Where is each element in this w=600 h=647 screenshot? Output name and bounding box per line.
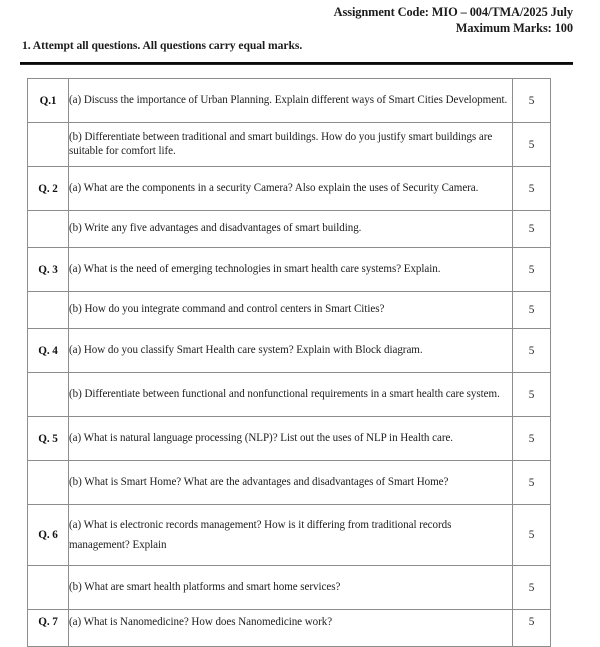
- question-text: (b) Differentiate between traditional and smart buildings. How do you justify smart buildings are suitable for comfort life.: [69, 123, 513, 167]
- question-text: (a) What are the components in a security Camera? Also explain the uses of Security Camera.: [69, 167, 513, 211]
- question-text: (b) What are smart health platforms and smart home services?: [69, 566, 513, 610]
- table-row: [28, 461, 551, 505]
- question-text: (a) What is Nanomedicine? How does Nanomedicine work?: [69, 610, 513, 647]
- questions-table: [27, 78, 551, 647]
- question-number: [28, 566, 69, 610]
- question-marks: 5: [513, 123, 551, 167]
- table-row: [28, 123, 551, 167]
- question-number: Q. 3: [28, 248, 69, 292]
- table-row: [28, 167, 551, 211]
- question-marks: 5: [513, 417, 551, 461]
- maximum-marks: Maximum Marks: 100: [455, 21, 573, 35]
- question-text: (a) What is electronic records management? How is it differing from traditional records management? Explain: [69, 505, 513, 566]
- question-marks: 5: [513, 505, 551, 566]
- table-row: [28, 505, 551, 566]
- table-row: [28, 211, 551, 248]
- table-row: [28, 610, 551, 647]
- instruction-line: 1. Attempt all questions. All questions carry equal marks.: [22, 39, 303, 52]
- question-text: (a) Discuss the importance of Urban Planning. Explain different ways of Smart Cities Development.: [69, 79, 513, 123]
- table-row: [28, 248, 551, 292]
- document-header: [20, 4, 573, 36]
- question-number: [28, 211, 69, 248]
- question-marks: 5: [513, 566, 551, 610]
- question-marks: 5: [513, 373, 551, 417]
- header-divider-rule: [20, 62, 573, 65]
- question-marks: 5: [513, 248, 551, 292]
- table-row: [28, 329, 551, 373]
- table-row: [28, 79, 551, 123]
- question-text: (a) What is the need of emerging technologies in smart health care systems? Explain.: [69, 248, 513, 292]
- table-row: [28, 373, 551, 417]
- table-row: [28, 417, 551, 461]
- question-marks: 5: [513, 211, 551, 248]
- question-marks: 5: [513, 292, 551, 329]
- question-text: (b) Differentiate between functional and nonfunctional requirements in a smart health care system.: [69, 373, 513, 417]
- questions-table-body: [28, 79, 551, 647]
- question-text: (a) How do you classify Smart Health care system? Explain with Block diagram.: [69, 329, 513, 373]
- question-number: [28, 461, 69, 505]
- question-number: Q.1: [28, 79, 69, 123]
- assignment-code: Assignment Code: MIO – 004/TMA/2025 July: [333, 5, 573, 19]
- question-number: Q. 6: [28, 505, 69, 566]
- question-text: (b) Write any five advantages and disadvantages of smart building.: [69, 211, 513, 248]
- question-text: (a) What is natural language processing (NLP)? List out the uses of NLP in Health care.: [69, 417, 513, 461]
- question-marks: 5: [513, 461, 551, 505]
- question-text: (b) What is Smart Home? What are the advantages and disadvantages of Smart Home?: [69, 461, 513, 505]
- question-number: [28, 123, 69, 167]
- question-text: (b) How do you integrate command and control centers in Smart Cities?: [69, 292, 513, 329]
- question-marks: 5: [513, 167, 551, 211]
- question-marks: 5: [513, 329, 551, 373]
- question-number: Q. 4: [28, 329, 69, 373]
- question-marks: 5: [513, 610, 551, 647]
- question-number: [28, 373, 69, 417]
- table-row: [28, 292, 551, 329]
- question-marks: 5: [513, 79, 551, 123]
- questions-table-container: [27, 78, 550, 647]
- question-number: Q. 7: [28, 610, 69, 647]
- question-number: [28, 292, 69, 329]
- question-number: Q. 2: [28, 167, 69, 211]
- table-row: [28, 566, 551, 610]
- question-number: Q. 5: [28, 417, 69, 461]
